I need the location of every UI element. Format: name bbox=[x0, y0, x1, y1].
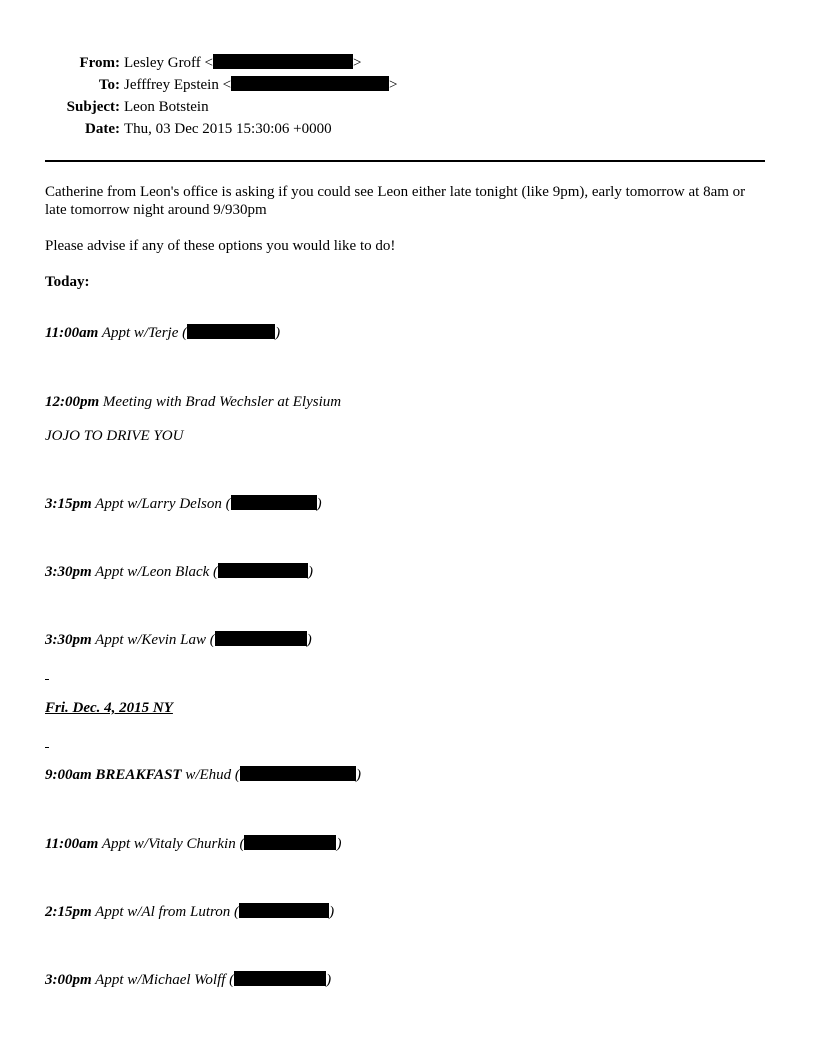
redaction-bar bbox=[215, 631, 307, 646]
redaction-bar bbox=[231, 76, 389, 91]
redaction-bar bbox=[231, 495, 317, 510]
header-date-row bbox=[0, 119, 816, 139]
message-paragraph-1: Catherine from Leon's office is asking if you could see Leon either late tonight (like 9pm), early tomorrow at 8am or late tomorrow night around 9/930pm bbox=[45, 184, 746, 218]
entry-time: 11:00am bbox=[45, 836, 99, 852]
entry-close: ) bbox=[275, 325, 281, 341]
entry-close: ) bbox=[316, 496, 322, 512]
entry-text: Appt w/Kevin Law ( bbox=[91, 632, 215, 648]
entry-close: ) bbox=[336, 836, 342, 852]
date-value: Thu, 03 Dec 2015 15:30:06 +0000 bbox=[124, 121, 332, 137]
schedule-entry bbox=[45, 323, 280, 343]
from-name: Lesley Groff < bbox=[124, 55, 213, 71]
redaction-bar bbox=[244, 835, 336, 850]
message-paragraph-2: Please advise if any of these options you would like to do! bbox=[45, 238, 396, 254]
from-label: From: bbox=[79, 55, 120, 71]
redaction-bar bbox=[239, 903, 329, 918]
entry-time: 3:00pm bbox=[45, 972, 92, 988]
schedule-entry bbox=[45, 765, 361, 785]
schedule-note: JOJO TO DRIVE YOU bbox=[45, 428, 184, 444]
date-label: Date: bbox=[85, 121, 120, 137]
redaction-bar bbox=[240, 766, 356, 781]
subject-value: Leon Botstein bbox=[124, 99, 209, 115]
redaction-bar bbox=[218, 563, 308, 578]
entry-text: Appt w/Terje ( bbox=[98, 325, 188, 341]
underline-mark bbox=[45, 747, 49, 748]
entry-text: Appt w/Al from Lutron ( bbox=[91, 904, 240, 920]
to-close: > bbox=[389, 77, 398, 93]
entry-time: 12:00pm bbox=[45, 394, 100, 410]
friday-heading: Fri. Dec. 4, 2015 NY bbox=[45, 700, 173, 716]
entry-close: ) bbox=[326, 972, 332, 988]
entry-time: 3:30pm bbox=[45, 632, 92, 648]
to-label: To: bbox=[98, 77, 120, 93]
entry-text: Appt w/Michael Wolff ( bbox=[91, 972, 235, 988]
schedule-entry bbox=[45, 494, 322, 514]
redaction-bar bbox=[213, 54, 353, 69]
entry-close: ) bbox=[306, 632, 312, 648]
entry-time: 2:15pm bbox=[45, 904, 92, 920]
entry-text: Appt w/Leon Black ( bbox=[91, 564, 219, 580]
entry-time: 9:00am bbox=[45, 767, 92, 783]
entry-time: 3:30pm bbox=[45, 564, 92, 580]
header-to-row bbox=[0, 75, 816, 95]
schedule-entry bbox=[45, 902, 334, 922]
to-value bbox=[124, 75, 398, 95]
header-subject-row bbox=[0, 97, 816, 117]
entry-time: 11:00am bbox=[45, 325, 99, 341]
redaction-bar bbox=[234, 971, 326, 986]
schedule-entry bbox=[45, 970, 331, 990]
entry-text: Appt w/Vitaly Churkin ( bbox=[98, 836, 245, 852]
schedule-entry bbox=[45, 630, 312, 650]
entry-emphasis: BREAKFAST bbox=[91, 767, 182, 783]
header-from-row bbox=[0, 53, 816, 73]
entry-close: ) bbox=[329, 904, 335, 920]
from-value bbox=[124, 53, 361, 73]
schedule-entry bbox=[45, 562, 313, 582]
subject-label: Subject: bbox=[66, 99, 120, 115]
entry-time: 3:15pm bbox=[45, 496, 92, 512]
header-divider bbox=[45, 160, 765, 162]
to-name: Jefffrey Epstein < bbox=[124, 77, 232, 93]
entry-text: Appt w/Larry Delson ( bbox=[91, 496, 231, 512]
underline-mark bbox=[45, 679, 49, 680]
entry-close: ) bbox=[355, 767, 361, 783]
today-heading: Today: bbox=[45, 274, 90, 290]
redaction-bar bbox=[187, 324, 275, 339]
entry-text: w/Ehud ( bbox=[181, 767, 240, 783]
entry-close: ) bbox=[308, 564, 314, 580]
schedule-entry bbox=[45, 834, 341, 854]
entry-text: Meeting with Brad Wechsler at Elysium bbox=[99, 394, 342, 410]
from-close: > bbox=[353, 55, 362, 71]
schedule-entry bbox=[45, 392, 341, 412]
